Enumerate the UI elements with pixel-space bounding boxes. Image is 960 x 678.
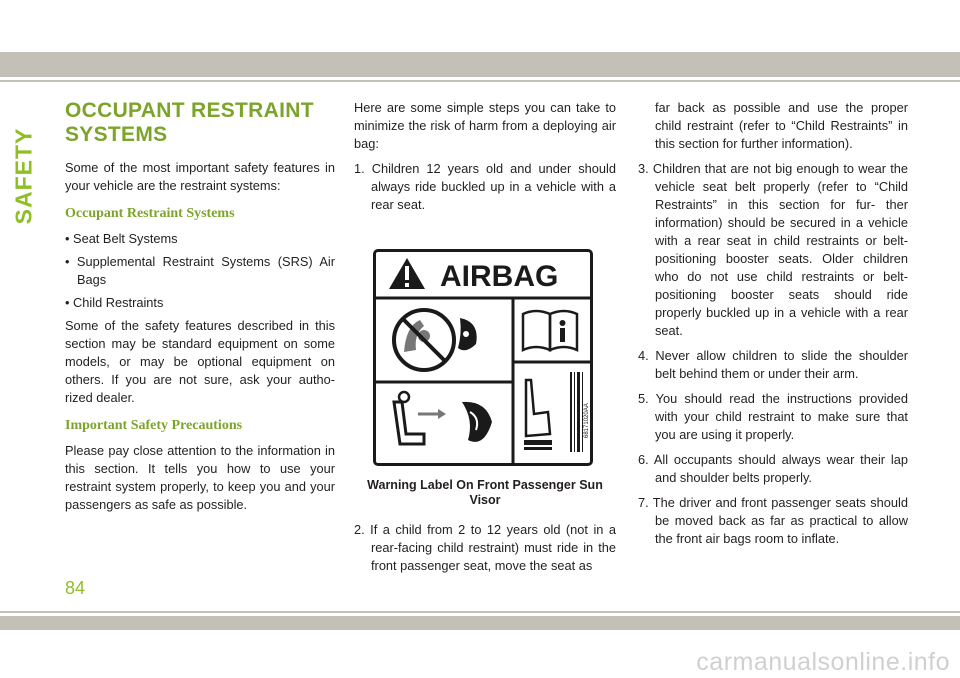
header-rule (0, 80, 960, 82)
bullet-item: • Child Restraints (65, 295, 164, 310)
page-title: OCCUPANT RESTRAINT SYSTEMS (65, 99, 314, 146)
site-watermark: carmanualsonline.info (696, 648, 950, 676)
page-number: 84 (65, 578, 86, 598)
step-item-4: 4. Never allow children to slide the shoulder belt behind them or under their arm. (638, 348, 908, 381)
step-item-5: 5. You should read the instructions provided with your child restraint to make sure that you are using it properly. (638, 391, 908, 442)
column-2-continued (354, 521, 616, 582)
airbag-label-illustration (376, 252, 590, 463)
airbag-heading-text: AIRBAG (440, 260, 559, 293)
step-item-3: 3. Children that are not big enough to wear the vehicle seat belt properly (refer to “Child Restraints” in this section for fur- ther information) should be secured in a vehicle with a rear seat in child restraints or belt-positioning booster seats. Older children who do not use child restraints or belt-positioning booster seats should ride properly buckled up in a vehicle with a rear seat. (638, 161, 908, 338)
figure-caption: Warning Label On Front Passenger Sun Visor (367, 478, 603, 507)
precautions-paragraph: Please pay close attention to the information in this section. It tells you how to use your restraint system properly, to keep you and your passengers as safe as possible. (65, 443, 335, 512)
subheading-occupant-restraint: Occupant Restraint Systems (65, 206, 235, 221)
step-item-7: 7. The driver and front passenger seats should be moved back as far as practical to allow the front air bags room to inflate. (638, 495, 908, 546)
step-item-2: 2. If a child from 2 to 12 years old (not in a rear-facing child restraint) must ride in the front passenger seat, move the seat as (354, 522, 616, 573)
owners-manual-icon (523, 311, 577, 350)
column-3 (638, 99, 908, 555)
airbag-warning-label (373, 249, 593, 466)
step-item-1: 1. Children 12 years old and under should always ride buckled up in a vehicle with a rear seat. (354, 161, 616, 212)
bullet-item: • Supplemental Restraint Systems (SRS) Air Bags (65, 254, 335, 287)
seat-airbag-distance-icon (394, 392, 492, 444)
label-barcode (570, 372, 583, 452)
column-2 (354, 99, 616, 221)
step-item-2-continued: far back as possible and use the proper child restraint (refer to “Child Restraints” in this section for further information). (655, 100, 908, 151)
footer-rule (0, 611, 960, 613)
footer-band (0, 616, 960, 630)
warning-triangle-icon (389, 258, 425, 289)
intro-paragraph: Some of the most important safety features in your vehicle are the restraint systems: (65, 160, 335, 193)
step-item-6: 6. All occupants should always wear their lap and shoulder belts properly. (638, 452, 908, 485)
bullet-item: • Seat Belt Systems (65, 231, 178, 246)
steps-intro-paragraph: Here are some simple steps you can take to minimize the risk of harm from a deploying air bag: (354, 100, 616, 151)
column-1 (65, 99, 335, 521)
no-rear-facing-seat-icon (394, 310, 477, 370)
optional-equipment-paragraph: Some of the safety features described in this section may be standard equipment on some models, or may be optional equipment on others. If you are not sure, ask your autho- rized dealer. (65, 318, 335, 405)
subheading-safety-precautions: Important Safety Precautions (65, 418, 243, 433)
label-part-code: 68171020AA (584, 403, 590, 438)
hand-pointing-icon (524, 380, 552, 450)
header-band (0, 52, 960, 77)
